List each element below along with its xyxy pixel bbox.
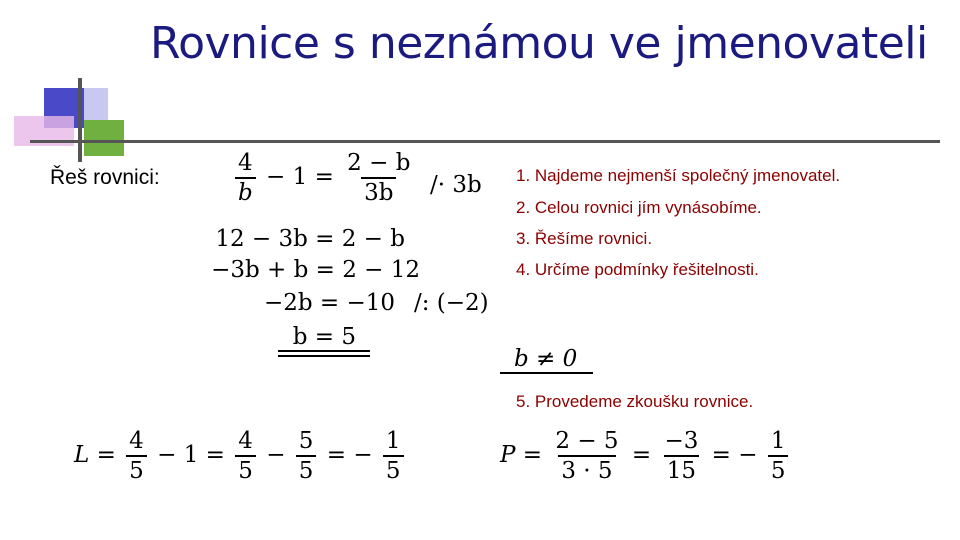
fraction: $\frac{4}{5}$	[235, 428, 256, 484]
intro-label: Řeš rovnici:	[50, 166, 160, 189]
main-equation	[232, 150, 416, 206]
rhs-fraction: $\frac{2 - b}{3b}$	[347, 150, 411, 206]
step-5: 5. Provedeme zkoušku rovnice.	[516, 392, 754, 411]
step-1: 1. Najdeme nejmenší společný jmenovatel.	[516, 166, 841, 185]
check-left: L = $\frac{4}{5}$ − 1 = $\frac{4}{5}$ − $\frac{5}{5}$ = − $\frac{1}{5}$	[74, 428, 407, 484]
fraction: $\frac{5}{5}$	[296, 428, 317, 484]
step-4: 4. Určíme podmínky řešitelnosti.	[516, 260, 759, 279]
result-underline	[278, 350, 370, 352]
page-title: Rovnice s neznámou ve jmenovateli	[150, 18, 928, 69]
condition: b ≠ 0	[514, 346, 578, 372]
result-underline	[278, 355, 370, 357]
step-3: 3. Řešíme rovnici.	[516, 229, 653, 248]
step-2: 2. Celou rovnici jím vynásobíme.	[516, 198, 762, 217]
lhs-rest: − 1 =	[266, 164, 334, 190]
fraction: $\frac{4}{5}$	[126, 428, 147, 484]
solution-result: b = 5	[292, 324, 356, 350]
lhs-fraction: $\frac{4}{b}$	[235, 150, 256, 206]
decorative-corner-graphic	[0, 70, 140, 165]
multiplier-note: /· 3b	[430, 172, 482, 198]
fraction: $\frac{-3}{15}$	[664, 428, 699, 484]
solution-line: −3b + b = 2 − 12	[211, 257, 420, 283]
divider-note: /: (−2)	[414, 290, 489, 316]
fraction: $\frac{1}{5}$	[383, 428, 404, 484]
condition-underline	[500, 372, 593, 374]
check-right: P = $\frac{2 - 5}{3 \cdot 5}$ = $\frac{-3}{15}$ = − $\frac{1}{5}$	[500, 428, 791, 484]
fraction: $\frac{2 - 5}{3 \cdot 5}$	[555, 428, 619, 484]
solution-line: −2b = −10	[263, 290, 395, 316]
fraction: $\frac{1}{5}$	[768, 428, 789, 484]
solution-line: 12 − 3b = 2 − b	[215, 226, 405, 252]
